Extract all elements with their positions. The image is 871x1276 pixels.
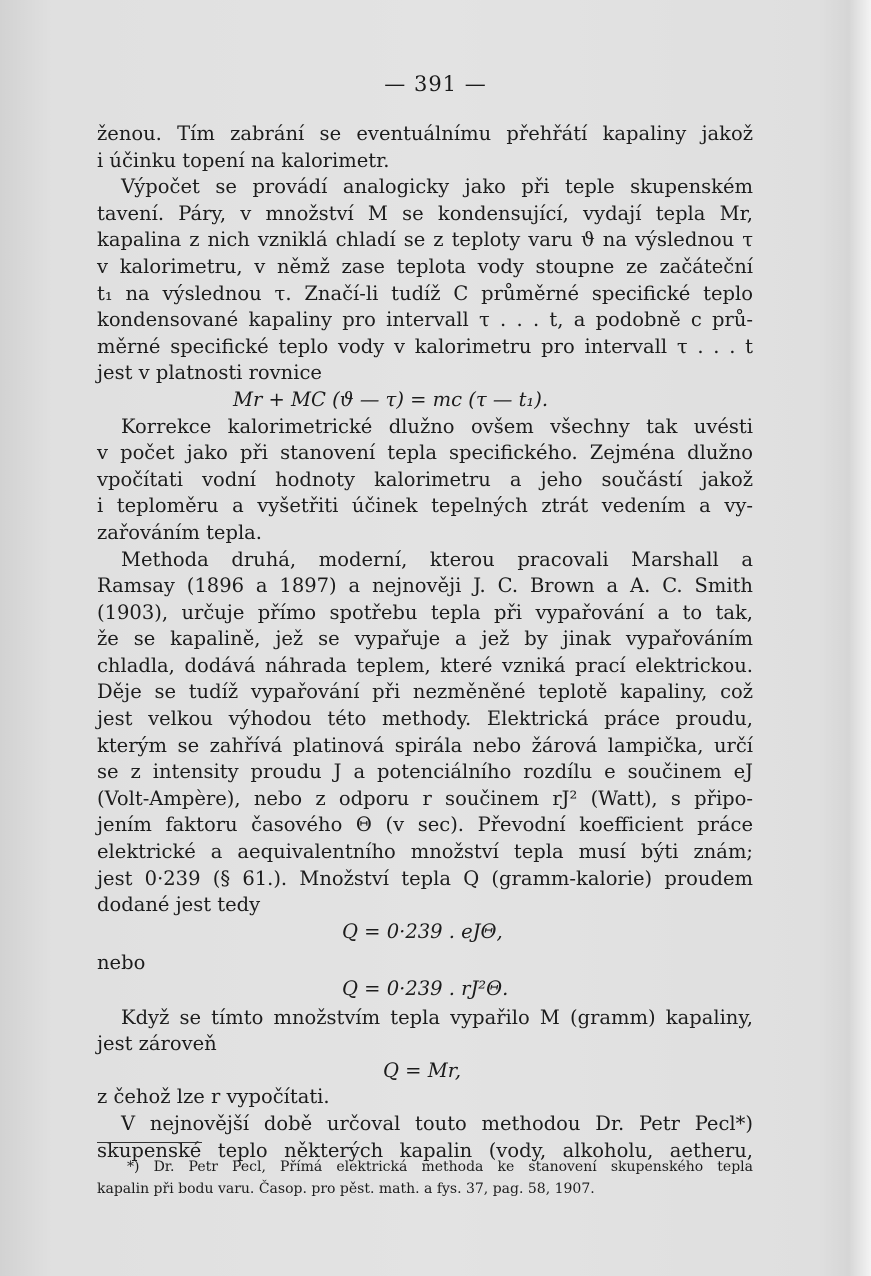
footnote [97, 1156, 753, 1200]
text-line: i teploměru a vyšetřiti účinek tepelných ztrát vedením a vy- [97, 494, 753, 518]
text-line: skupenské teplo některých kapalin (vody, alkoholu, aetheru, [97, 1138, 753, 1162]
text-line: Děje se tudíž vypařování při nezměněné teplotě kapaliny, což [97, 680, 753, 704]
equation-q2: Q = 0·239 . rJ²Θ. [342, 977, 509, 1000]
text-line: Methoda druhá, moderní, kterou pracovali Marshall a [121, 547, 753, 571]
text-line: V nejnovější době určoval touto methodou Dr. Petr Pecl*) [121, 1111, 753, 1135]
text-line: t₁ na výslednou τ. Značí-li tudíž C průměrné specifické teplo [97, 281, 753, 305]
text-line: kapalina z nich vzniklá chladí se z teploty varu ϑ na výslednou τ [97, 228, 753, 252]
text-line: z čehož lze r vypočítati. [97, 1085, 330, 1109]
text-line: v počet jako při stanovení tepla specifického. Zejména dlužno [97, 441, 753, 465]
page-number: — 391 — [384, 72, 487, 96]
footnote-rule [97, 1142, 202, 1143]
text-line: dodané jest tedy [97, 893, 261, 917]
text-line: kterým se zahřívá platinová spirála nebo žárová lampička, určí [97, 733, 753, 757]
body-text [97, 121, 753, 1164]
text-line: chladla, dodává náhrada teplem, které vzniká prací elektrickou. [97, 653, 753, 677]
footnote-line: kapalin při bodu varu. Časop. pro pěst. math. a fys. 37, pag. 58, 1907. [97, 1181, 595, 1197]
text-line: jest v platnosti rovnice [97, 361, 322, 385]
text-line: že se kapalině, jež se vypařuje a jež by jinak vypařováním [97, 627, 753, 651]
text-line: zařováním tepla. [97, 520, 263, 544]
equation-q3: Q = Mr, [383, 1058, 462, 1082]
text-line: jest zároveň [97, 1032, 217, 1056]
footnote-line: *) Dr. Petr Pecl, Přímá elektrická methoda ke stanovení skupenského tepla [127, 1159, 753, 1175]
page-edge [849, 0, 871, 1276]
nebo-word: nebo [97, 951, 146, 975]
equation-main: Mr + MC (ϑ — τ) = mc (τ — t₁). [233, 387, 549, 411]
text-line: Korrekce kalorimetrické dlužno ovšem všechny tak uvésti [121, 414, 753, 438]
text-line: tavení. Páry, v množství M se kondensující, vydají tepla Mr, [97, 201, 753, 225]
text-line: jením faktoru časového Θ (v sec). Převodní koefficient práce [97, 813, 753, 837]
equation-q1: Q = 0·239 . eJΘ, [342, 919, 503, 943]
text-line: (1903), určuje přímo spotřebu tepla při vypařování a to tak, [97, 600, 753, 624]
text-line: se z intensity proudu J a potenciálního rozdílu e součinem eJ [97, 760, 753, 784]
text-line: Když se tímto množstvím tepla vypařilo M (gramm) kapaliny, [121, 1005, 753, 1029]
text-line: (Volt-Ampère), nebo z odporu r součinem rJ² (Watt), s připo- [97, 786, 753, 810]
text-line: vpočítati vodní hodnoty kalorimetru a jeho součástí jakož [97, 467, 753, 491]
text-line: kondensované kapaliny pro intervall τ . . . t, a podobně c prů- [97, 308, 753, 332]
text-line: v kalorimetru, v němž zase teplota vody stoupne ze začáteční [97, 254, 753, 278]
text-line: Ramsay (1896 a 1897) a nejnověji J. C. Brown a A. C. Smith [97, 574, 753, 598]
text-line: Výpočet se provádí analogicky jako při teple skupenském [121, 175, 753, 199]
text-line: jest 0·239 (§ 61.). Množství tepla Q (gramm-kalorie) proudem [97, 866, 753, 890]
text-line: i účinku topení na kalorimetr. [97, 148, 390, 172]
text-line: ženou. Tím zabrání se eventuálnímu přehřátí kapaliny jakož [97, 122, 753, 145]
text-line: elektrické a aequivalentního množství tepla musí býti znám; [97, 840, 753, 864]
text-line: měrné specifické teplo vody v kalorimetru pro intervall τ . . . t [97, 334, 753, 358]
text-line: jest velkou výhodou této methody. Elektrická práce proudu, [97, 707, 753, 731]
